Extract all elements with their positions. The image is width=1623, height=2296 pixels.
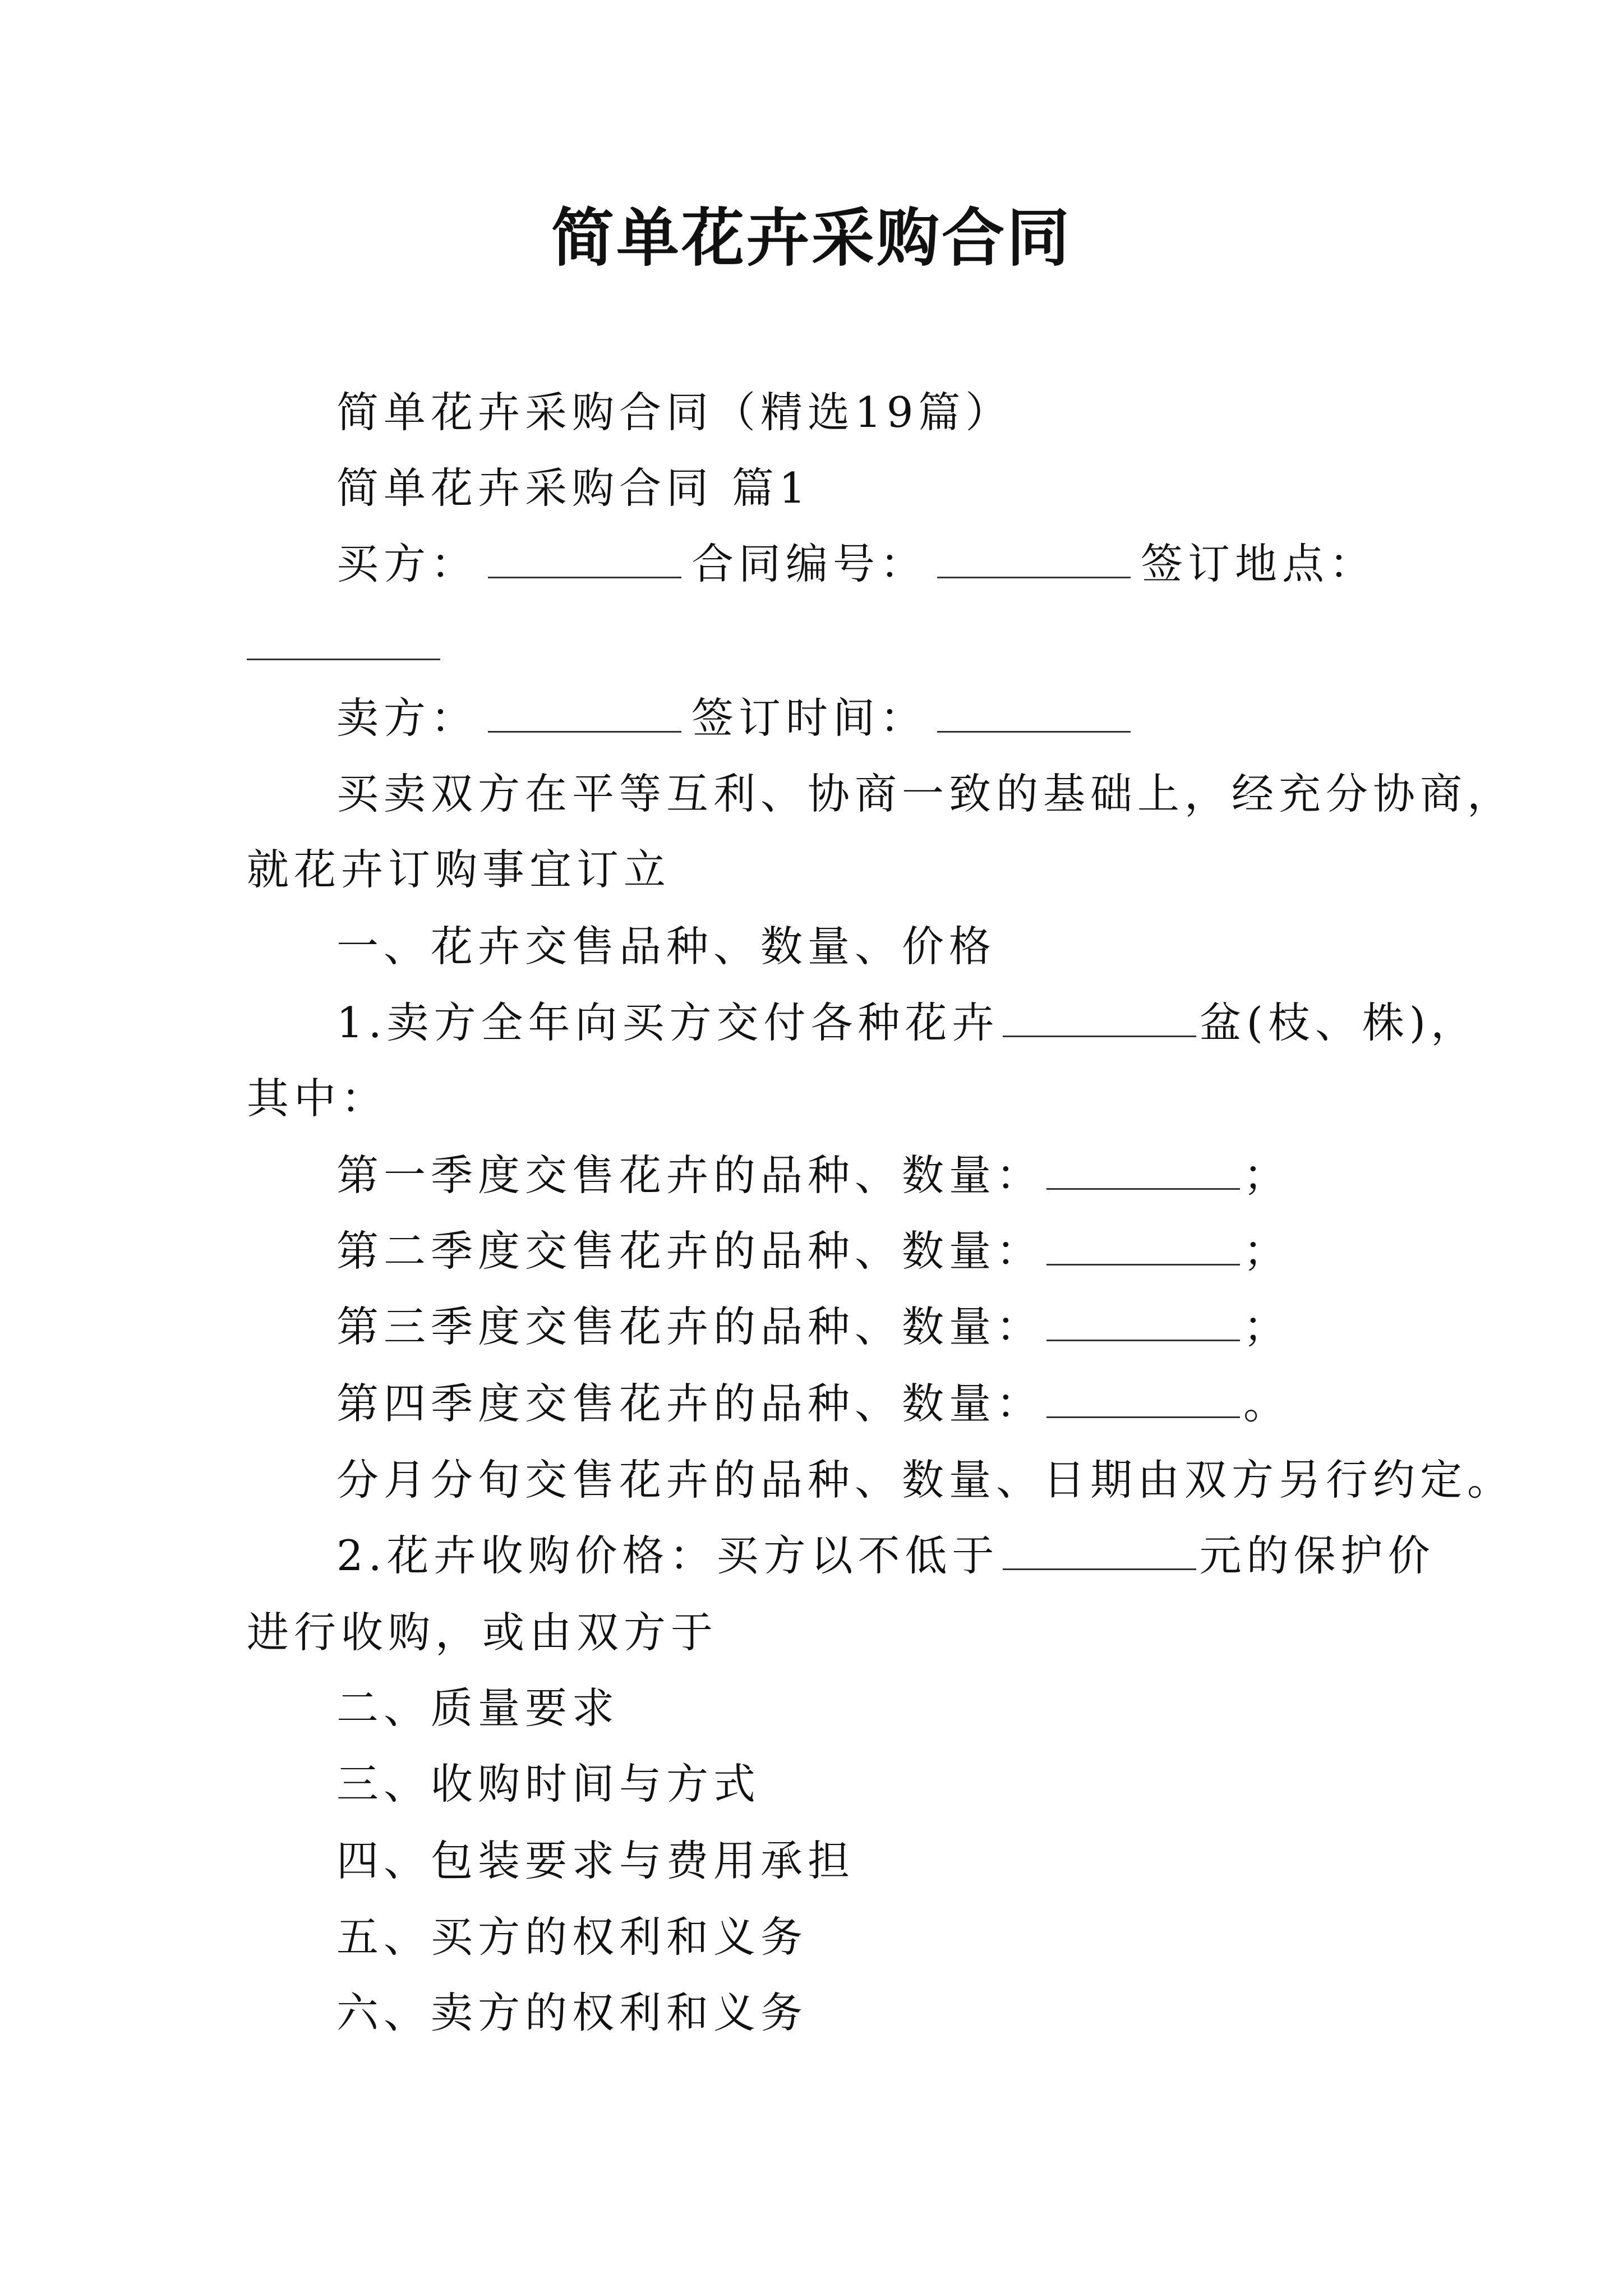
signing-date-blank	[937, 696, 1131, 733]
intro-line-1: 买卖双方在平等互利、协商一致的基础上，经充分协商，	[336, 769, 1515, 818]
fields-row-2	[336, 690, 1141, 746]
section-4-heading: 四、包装要求与费用承担	[336, 1836, 855, 1885]
buyer-blank	[488, 542, 681, 578]
article-heading: 简单花卉采购合同 篇1	[336, 463, 811, 513]
item-1-unit: 盆(枝、株)，	[1199, 998, 1478, 1047]
quarter-4-label: 第四季度交售花卉的品种、数量：	[336, 1379, 1044, 1428]
item-1-text: 1.卖方全年向买方交付各种花卉	[336, 998, 999, 1047]
seller-blank	[488, 696, 681, 733]
item-2-text: 2.花卉收购价格：买方以不低于	[336, 1531, 999, 1580]
quarter-2-label: 第二季度交售花卉的品种、数量：	[336, 1226, 1044, 1276]
quarter-1-line	[336, 1147, 1290, 1203]
quarter-4-end: 。	[1243, 1379, 1291, 1428]
section-1-heading: 一、花卉交售品种、数量、价格	[336, 922, 997, 971]
quarter-3-end: ；	[1243, 1302, 1291, 1351]
contract-number-label: 合同编号：	[691, 539, 928, 588]
monthly-note: 分月分旬交售花卉的品种、数量、日期由双方另行约定。	[336, 1455, 1515, 1504]
quarter-3-label: 第三季度交售花卉的品种、数量：	[336, 1302, 1044, 1351]
annual-quantity-blank	[1003, 1001, 1196, 1037]
quarter-1-end: ；	[1243, 1151, 1291, 1200]
quarter-3-line	[336, 1299, 1290, 1355]
item-2-line	[336, 1527, 1435, 1584]
section-6-heading: 六、卖方的权利和义务	[336, 1988, 808, 2037]
contract-number-blank	[937, 542, 1131, 578]
quarter-2-blank	[1046, 1229, 1240, 1266]
quarter-4-line	[336, 1375, 1290, 1432]
quarter-3-blank	[1046, 1305, 1240, 1341]
fields-row-1	[336, 536, 1376, 592]
signing-date-label: 签订时间：	[691, 693, 928, 743]
item-1-continuation: 其中：	[247, 1074, 389, 1123]
document-title: 简单花卉采购合同	[551, 201, 1072, 275]
document-subtitle: 简单花卉采购合同（精选19篇）	[336, 388, 1013, 437]
section-5-heading: 五、买方的权利和义务	[336, 1912, 808, 1962]
item-2-continuation: 进行收购，或由双方于	[247, 1608, 718, 1657]
item-1-line	[336, 995, 1478, 1051]
quarter-1-label: 第一季度交售花卉的品种、数量：	[336, 1151, 1044, 1200]
signing-place-blank	[247, 627, 440, 660]
signing-place-label: 签订地点：	[1141, 539, 1377, 588]
seller-label: 卖方：	[336, 693, 478, 743]
protection-price-blank	[1003, 1534, 1196, 1570]
buyer-label: 买方：	[336, 539, 478, 588]
quarter-2-end: ；	[1243, 1226, 1291, 1276]
quarter-1-blank	[1046, 1153, 1240, 1190]
intro-line-2: 就花卉订购事宜订立	[247, 845, 671, 894]
section-2-heading: 二、质量要求	[336, 1683, 620, 1733]
quarter-2-line	[336, 1223, 1290, 1279]
item-2-unit: 元的保护价	[1199, 1531, 1435, 1580]
section-3-heading: 三、收购时间与方式	[336, 1759, 761, 1809]
quarter-4-blank	[1046, 1382, 1240, 1418]
